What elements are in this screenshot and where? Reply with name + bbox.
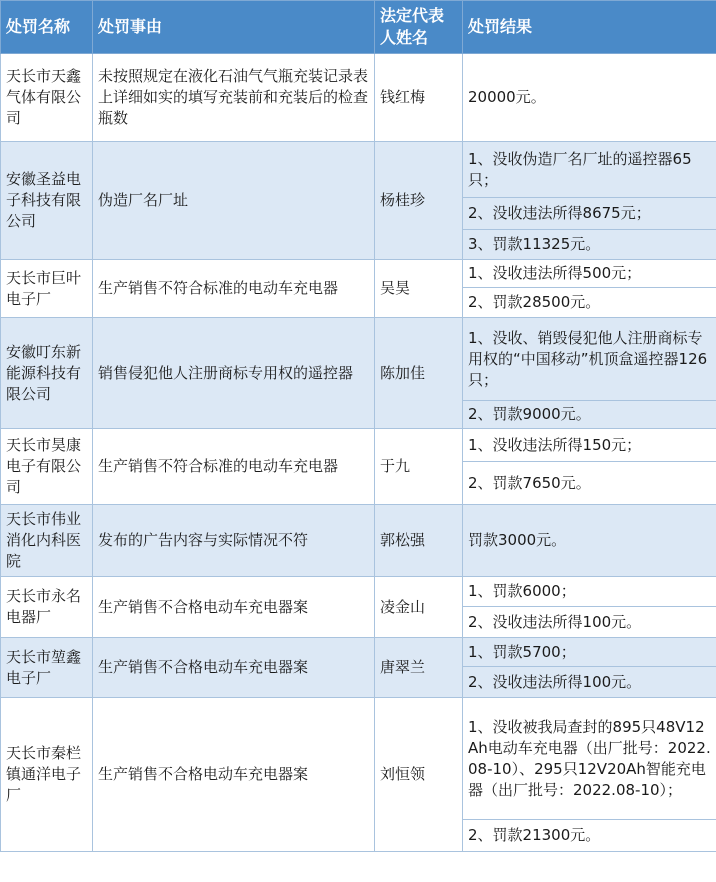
penalty-reason-cell: 生产销售不符合标准的电动车充电器 <box>93 429 375 505</box>
penalty-result-cell: 2、没收违法所得8675元； <box>463 198 716 230</box>
penalty-name-cell: 天长市昊康电子有限公司 <box>1 429 93 505</box>
header-legal-representative: 法定代表人姓名 <box>375 1 463 54</box>
legal-representative-cell: 陈加佳 <box>375 318 463 429</box>
header-penalty-name: 处罚名称 <box>1 1 93 54</box>
header-penalty-result: 处罚结果 <box>463 1 716 54</box>
legal-representative-cell: 凌金山 <box>375 577 463 638</box>
penalty-name-cell: 天长市永名电器厂 <box>1 577 93 638</box>
penalty-reason-cell: 生产销售不符合标准的电动车充电器 <box>93 260 375 318</box>
penalty-reason-cell: 伪造厂名厂址 <box>93 142 375 260</box>
penalty-reason-cell: 生产销售不合格电动车充电器案 <box>93 577 375 638</box>
penalty-result-cell: 20000元。 <box>463 54 716 142</box>
penalty-result-cell: 1、没收、销毁侵犯他人注册商标专用权的“中国移动”机顶盒遥控器126只； <box>463 318 716 401</box>
penalty-reason-cell: 生产销售不合格电动车充电器案 <box>93 638 375 698</box>
penalty-result-cell: 2、罚款21300元。 <box>463 820 716 852</box>
table-row <box>1 698 716 820</box>
legal-representative-cell: 于九 <box>375 429 463 505</box>
penalty-result-cell: 1、没收被我局查封的895只48V12Ah电动车充电器（出厂批号：2022.08-10）、295只12V20Ah智能充电器（出厂批号：2022.08-10）； <box>463 698 716 820</box>
legal-representative-cell: 唐翠兰 <box>375 638 463 698</box>
penalty-result-cell: 3、罚款11325元。 <box>463 230 716 260</box>
penalty-reason-cell: 未按照规定在液化石油气气瓶充装记录表上详细如实的填写充装前和充装后的检查瓶数 <box>93 54 375 142</box>
table-row <box>1 429 716 462</box>
legal-representative-cell: 杨桂珍 <box>375 142 463 260</box>
penalty-reason-cell: 生产销售不合格电动车充电器案 <box>93 698 375 852</box>
penalty-reason-cell: 发布的广告内容与实际情况不符 <box>93 505 375 577</box>
penalty-name-cell: 天长市堃鑫电子厂 <box>1 638 93 698</box>
table-row <box>1 318 716 401</box>
penalty-result-cell: 1、罚款6000； <box>463 577 716 607</box>
table-body <box>1 54 716 852</box>
penalty-name-cell: 安徽叮东新能源科技有限公司 <box>1 318 93 429</box>
penalty-result-cell: 2、没收违法所得100元。 <box>463 667 716 698</box>
legal-representative-cell: 吴昊 <box>375 260 463 318</box>
penalty-result-cell: 2、没收违法所得100元。 <box>463 607 716 638</box>
legal-representative-cell: 刘恒领 <box>375 698 463 852</box>
penalty-result-cell: 2、罚款9000元。 <box>463 401 716 429</box>
penalty-result-cell: 罚款3000元。 <box>463 505 716 577</box>
penalty-result-cell: 2、罚款28500元。 <box>463 288 716 318</box>
header-row <box>1 1 716 54</box>
penalty-name-cell: 安徽圣益电子科技有限公司 <box>1 142 93 260</box>
penalty-name-cell: 天长市天鑫气体有限公司 <box>1 54 93 142</box>
penalty-reason-cell: 销售侵犯他人注册商标专用权的遥控器 <box>93 318 375 429</box>
table-row <box>1 577 716 607</box>
table-row <box>1 638 716 667</box>
penalty-result-cell: 1、没收伪造厂名厂址的遥控器65只； <box>463 142 716 198</box>
penalty-name-cell: 天长市巨叶电子厂 <box>1 260 93 318</box>
penalty-name-cell: 天长市伟业消化内科医院 <box>1 505 93 577</box>
table-row <box>1 54 716 142</box>
penalty-result-cell: 1、罚款5700； <box>463 638 716 667</box>
header-penalty-reason: 处罚事由 <box>93 1 375 54</box>
table-row <box>1 505 716 577</box>
legal-representative-cell: 钱红梅 <box>375 54 463 142</box>
penalty-name-cell: 天长市秦栏镇通洋电子厂 <box>1 698 93 852</box>
table-row <box>1 142 716 198</box>
penalty-result-cell: 1、没收违法所得500元； <box>463 260 716 288</box>
penalty-result-cell: 2、罚款7650元。 <box>463 462 716 505</box>
legal-representative-cell: 郭松强 <box>375 505 463 577</box>
table-row <box>1 260 716 288</box>
penalty-result-cell: 1、没收违法所得150元； <box>463 429 716 462</box>
